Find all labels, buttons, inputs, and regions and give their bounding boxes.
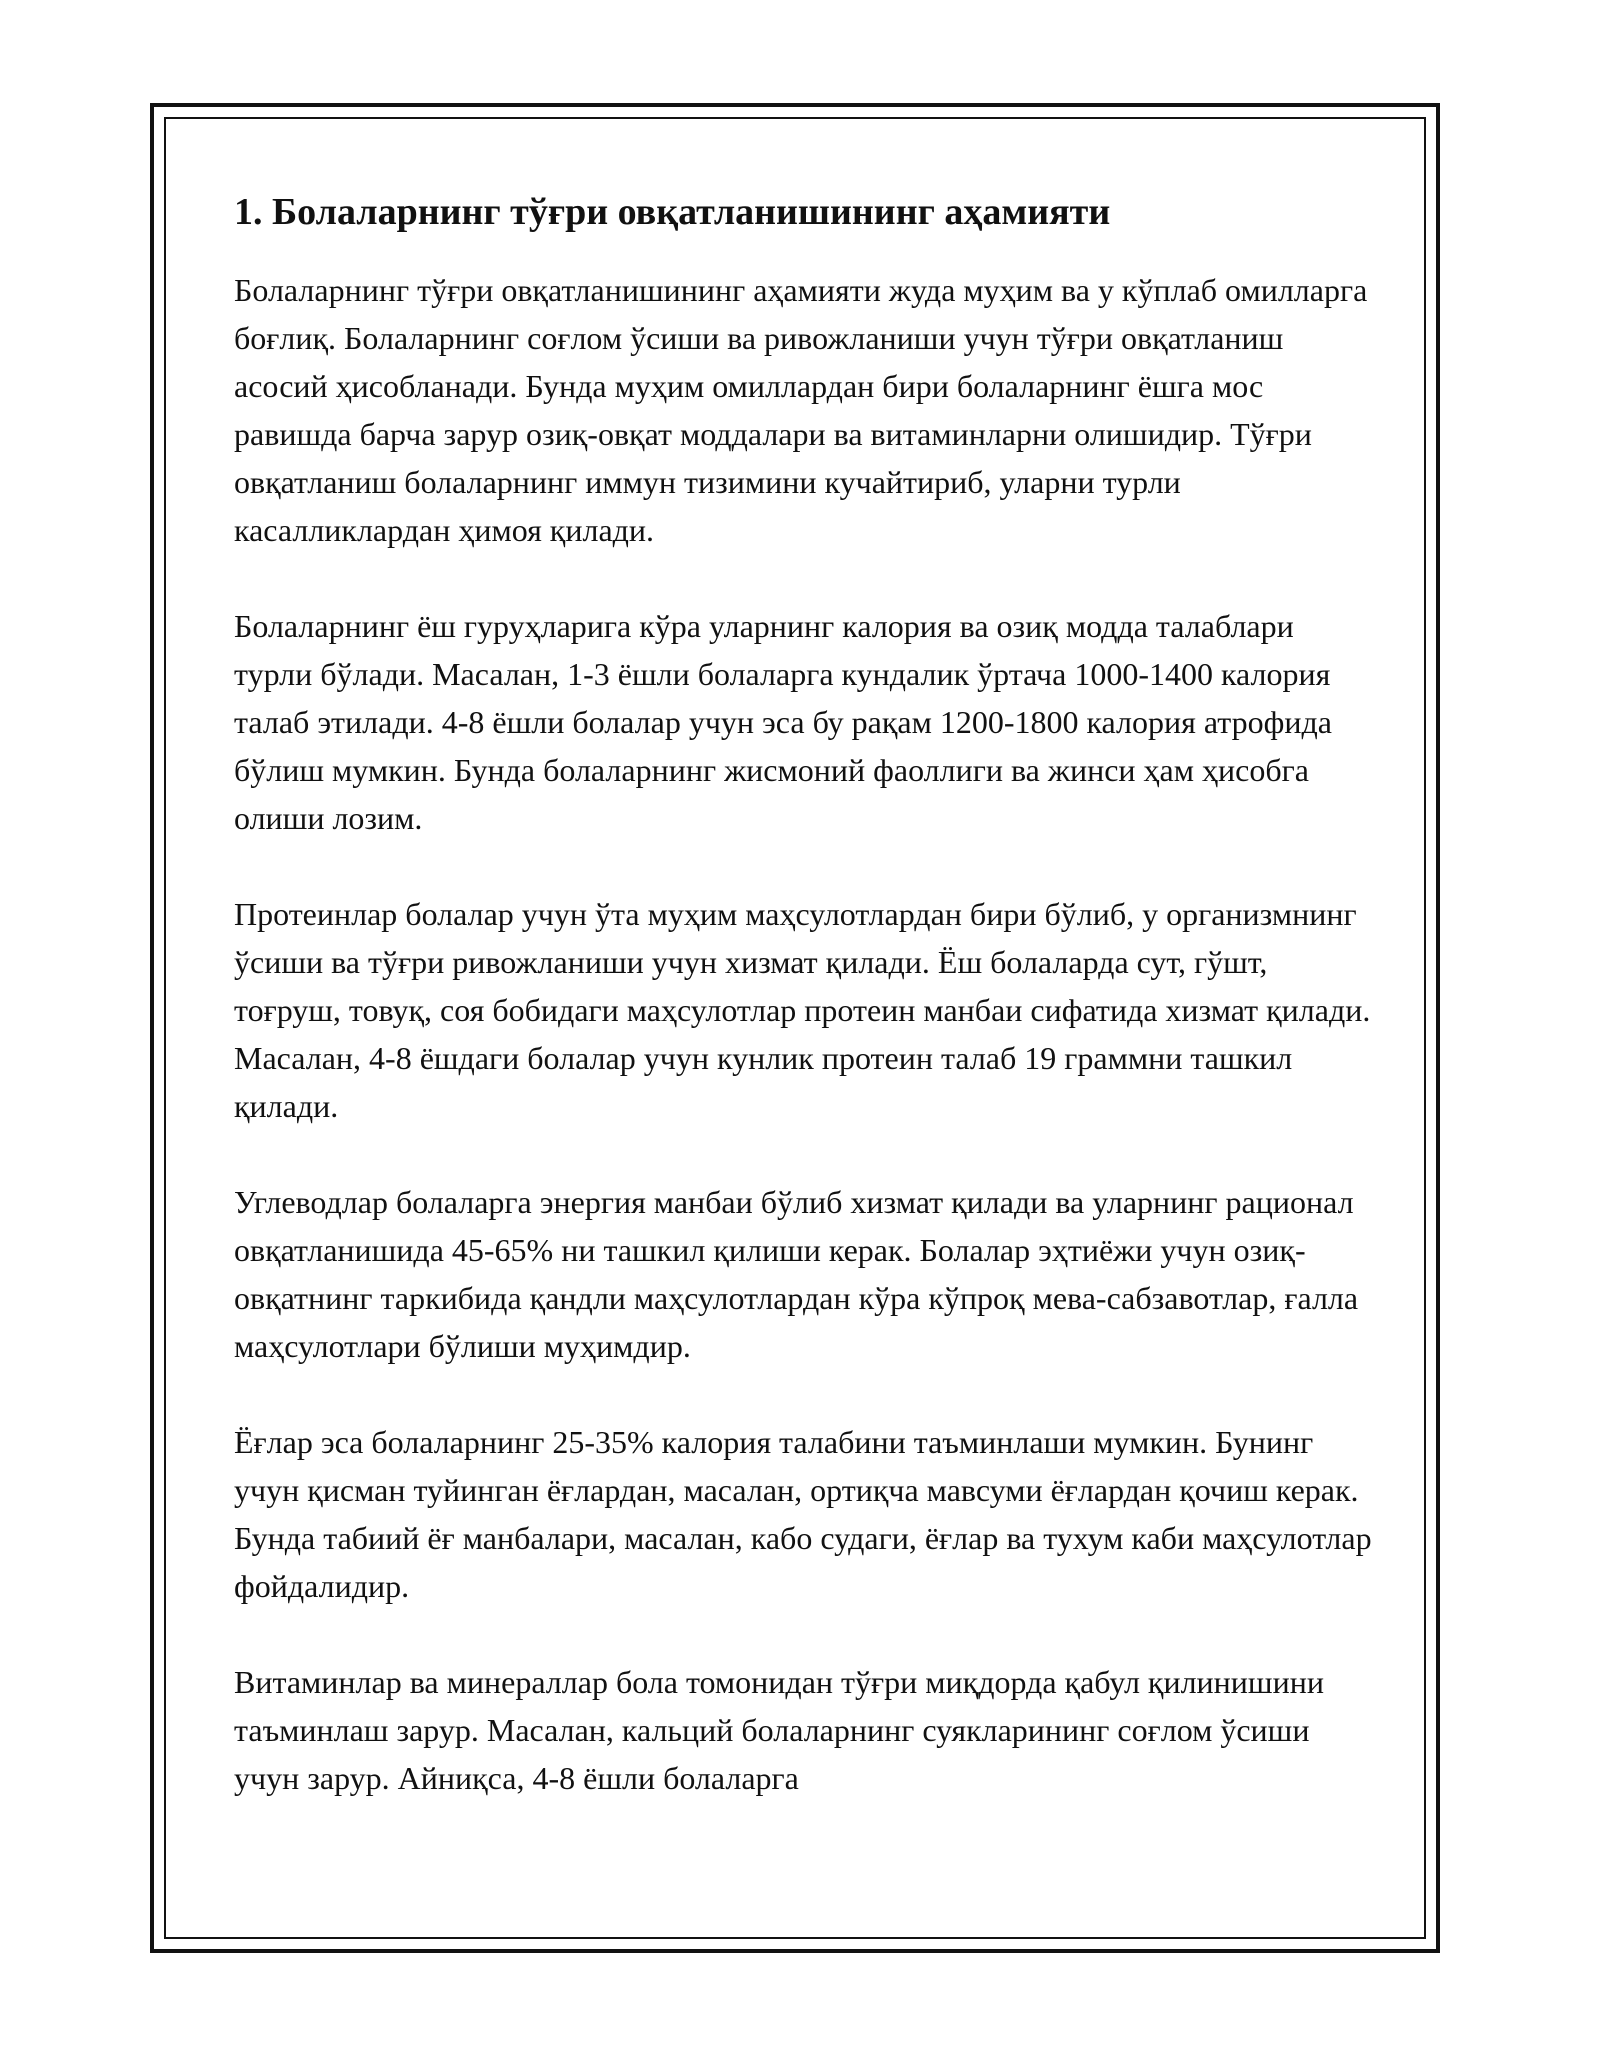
paragraph-4: Углеводлар болаларга энергия манбаи бўлиб хизмат қилади ва уларнинг рационал овқатланишида 45-65% ни ташкил қилиши керак. Болалар эҳтиёжи учун озиқ-овқатнинг таркибида қандли маҳсулотлардан кўра кўпроқ мева-сабзавотлар, ғалла маҳсулотлари бўлиши муҳимдир. (234, 1184, 1359, 1364)
paragraph-2: Болаларнинг ёш гуруҳларига кўра уларнинг калория ва озиқ модда талаблари турли бўлади. Масалан, 1-3 ёшли болаларга кундалик ўртача 1000-1400 калория талаб этилади. 4-8 ёшли болалар учун эса бу рақам 1200-1800 калория атрофида бўлиш мумкин. Бунда болаларнинг жисмоний фаоллиги ва жинси ҳам ҳисобга олиши лозим. (234, 608, 1332, 836)
paragraph-1: Болаларнинг тўғри овқатланишининг аҳамияти жуда муҳим ва у кўплаб омилларга боғлиқ. Болаларнинг соғлом ўсиши ва ривожланиши учун тўғри овқатланиш асосий ҳисобланади. Бунда муҳим омиллардан бири болаларнинг ёшга мос равишда барча зарур озиқ-овқат моддалари ва витаминларни олишидир. Тўғри овқатланиш болаларнинг иммун тизимини кучайтириб, уларни турли касалликлардан ҳимоя қилади. (234, 272, 1368, 548)
section-heading: 1. Болаларнинг тўғри овқатланишининг аҳамияти (234, 191, 1111, 233)
paragraph-6: Витаминлар ва минераллар бола томонидан тўғри миқдорда қабул қилинишини таъминлаш зарур. Масалан, кальций болаларнинг суякларининг соғлом ўсиши учун зарур. Айниқса, 4-8 ёшли болаларга (234, 1664, 1324, 1796)
document-body (234, 188, 1374, 1850)
paragraph-3: Протеинлар болалар учун ўта муҳим маҳсулотлардан бири бўлиб, у организмнинг ўсиши ва тўғри ривожланиши учун хизмат қилади. Ёш болаларда сут, гўшт, тоғруш, товуқ, соя бобидаги маҳсулотлар протеин манбаи сифатида хизмат қилади. Масалан, 4-8 ёшдаги болалар учун кунлик протеин талаб 19 граммни ташкил қилади. (234, 896, 1371, 1124)
paragraph-5: Ёғлар эса болаларнинг 25-35% калория талабини таъминлаши мумкин. Бунинг учун қисман туйинган ёғлардан, масалан, ортиқча мавсуми ёғлардан қочиш керак. Бунда табиий ёғ манбалари, масалан, кабо судаги, ёғлар ва тухум каби маҳсулотлар фойдалидир. (234, 1424, 1372, 1604)
